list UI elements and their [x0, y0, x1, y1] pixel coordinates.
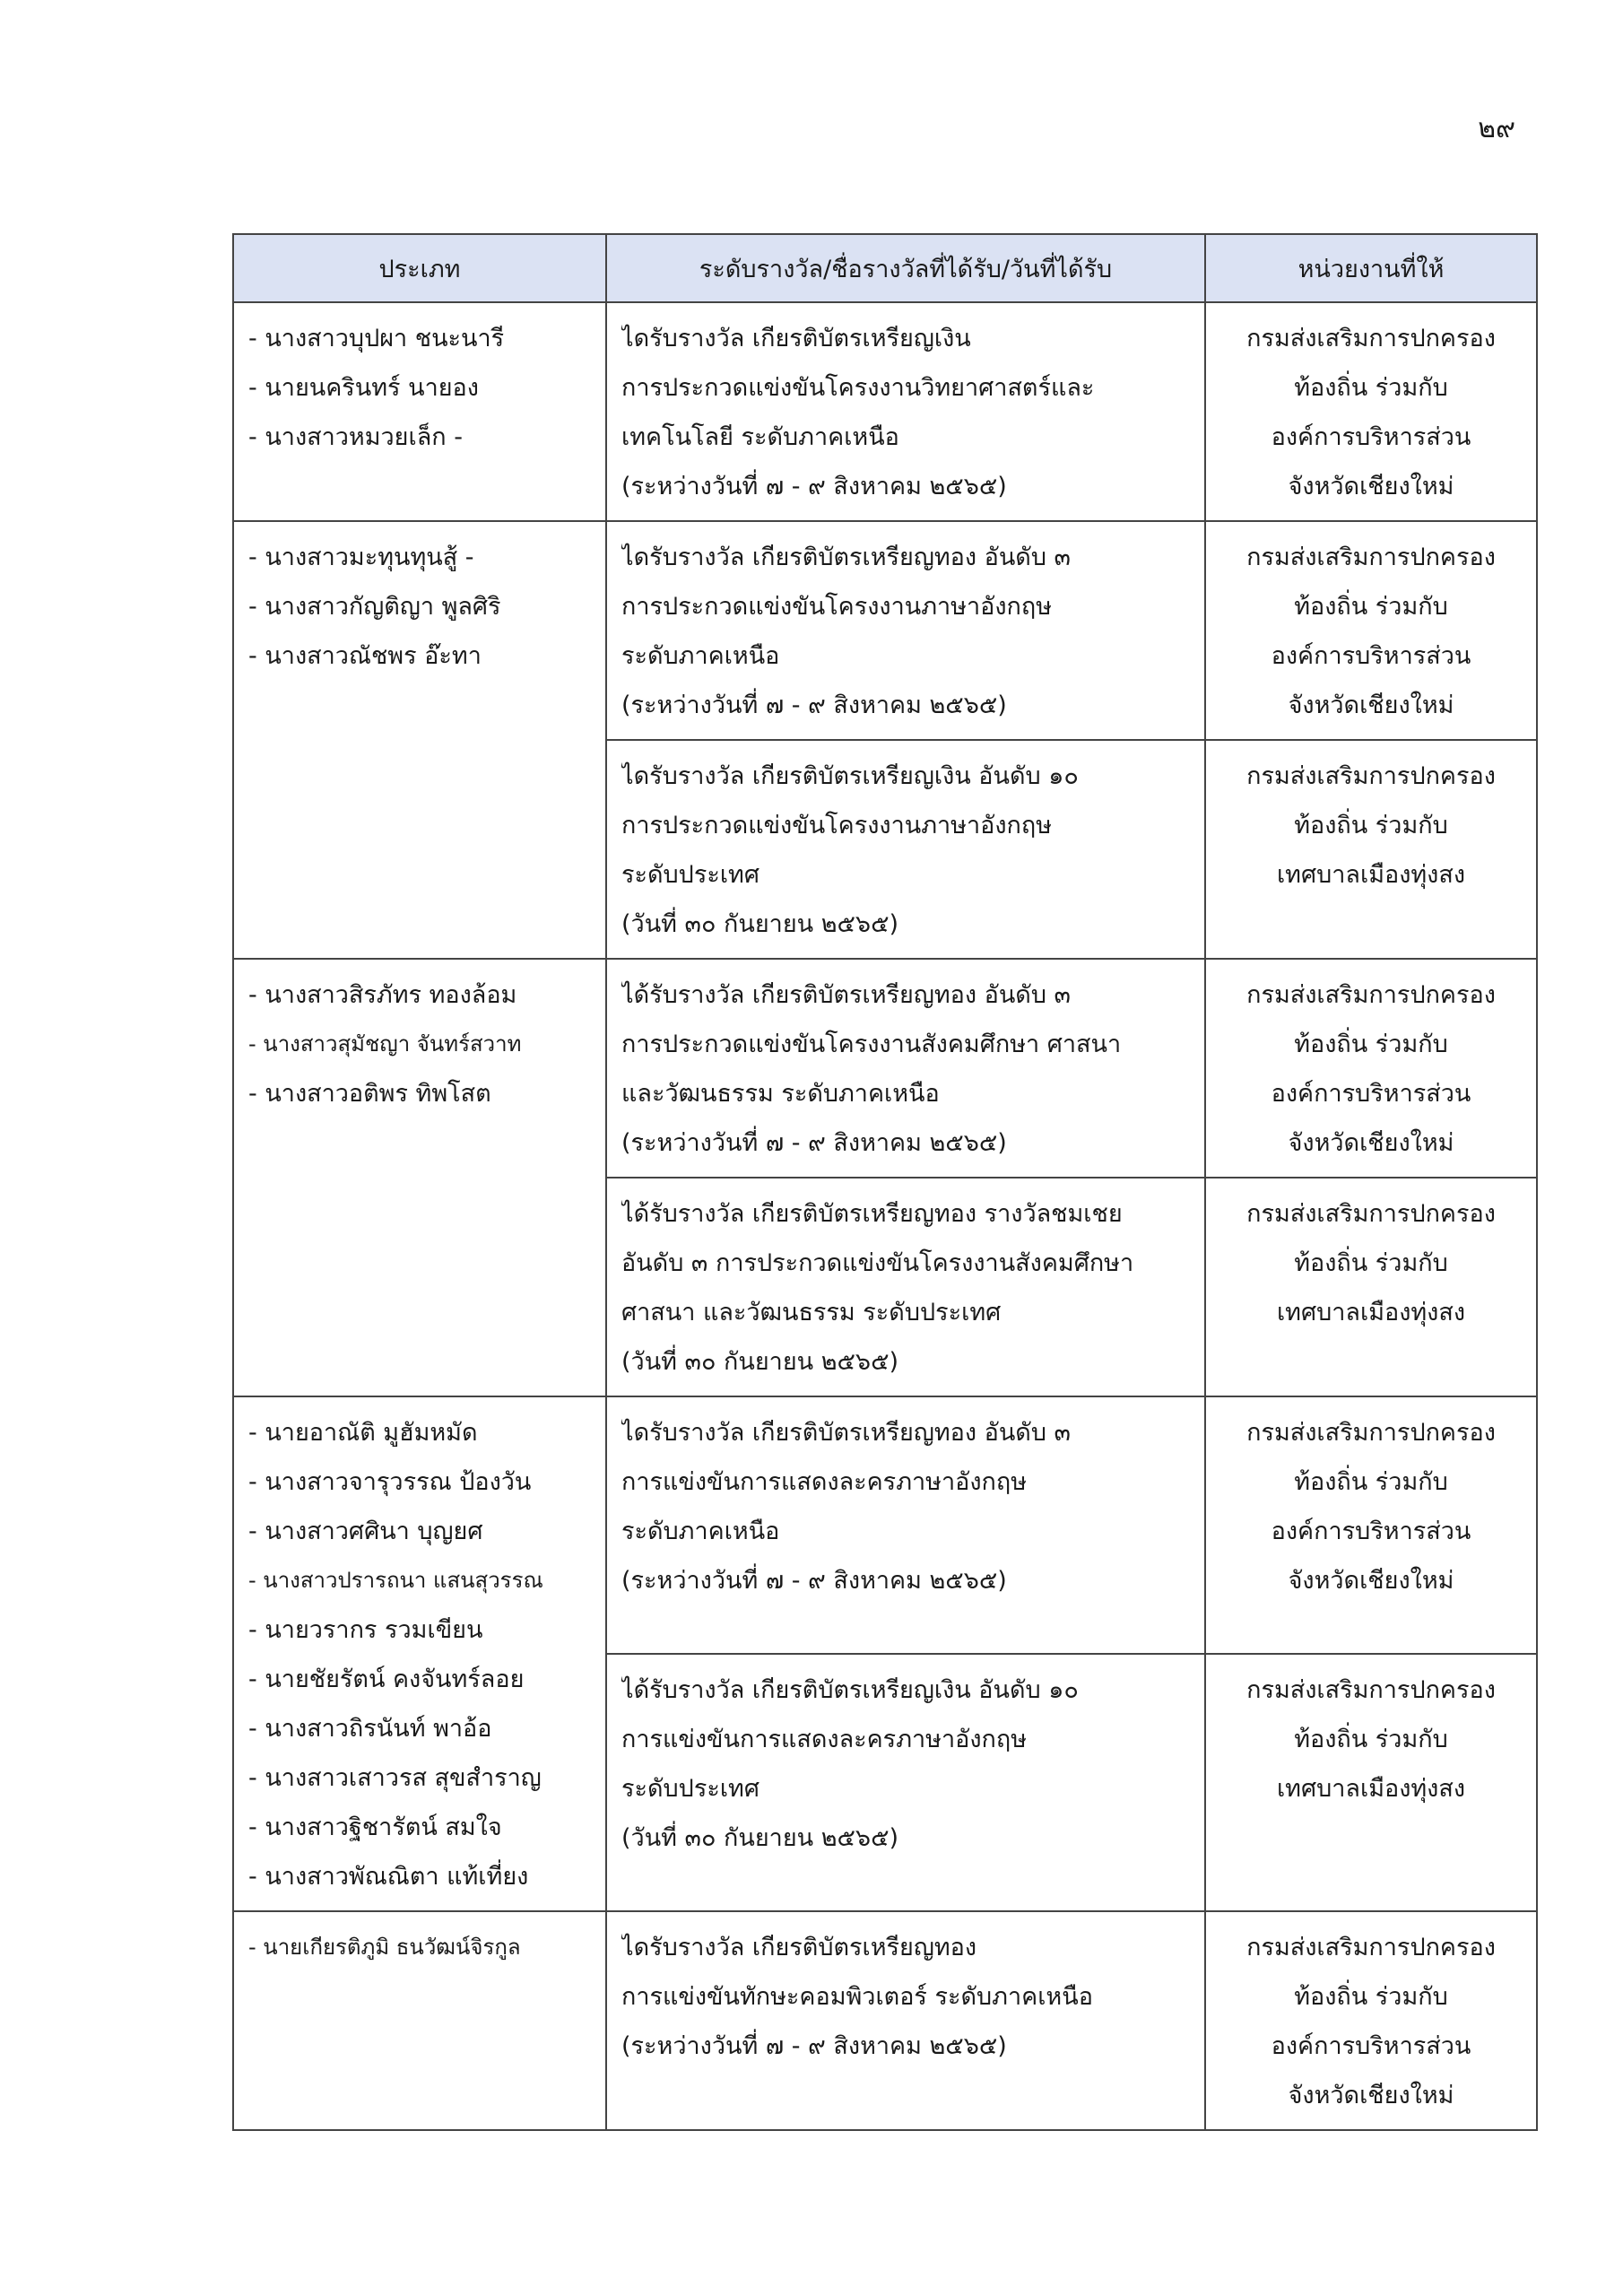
- award-detail-line: ระดับประเทศ: [621, 861, 759, 889]
- award-detail-line: อันดับ ๓ การประกวดแข่งขันโครงงานสังคมศึกษา: [621, 1249, 1134, 1277]
- agency-line: กรมส่งเสริมการปกครอง: [1246, 981, 1496, 1009]
- award-detail-line: ได้รับรางวัล เกียรติบัตรเหรียญเงิน อันดับ ๑๐: [621, 1676, 1079, 1704]
- agency-line: จังหวัดเชียงใหม่: [1288, 1567, 1454, 1595]
- header-award: ระดับรางวัล/ชื่อรางวัลที่ได้รับ/วันที่ได้รับ: [606, 234, 1205, 302]
- agency-cell: [1205, 1178, 1537, 1396]
- award-detail-line: (วันที่ ๓๐ กันยายน ๒๕๖๕): [621, 1348, 899, 1376]
- page-number: ๒๙: [1478, 113, 1515, 144]
- agency-line: กรมส่งเสริมการปกครอง: [1246, 762, 1496, 790]
- recipient-name: - นางสาวศศินา บุญยศ: [248, 1518, 483, 1545]
- agency-line: กรมส่งเสริมการปกครอง: [1246, 1200, 1496, 1228]
- award-detail-line: ไดรับรางวัล เกียรติบัตรเหรียญเงิน: [621, 325, 971, 352]
- agency-line: ท้องถิ่น ร่วมกับ: [1294, 1726, 1448, 1753]
- award-detail-line: (วันที่ ๓๐ กันยายน ๒๕๖๕): [621, 1824, 899, 1852]
- agency-line: จังหวัดเชียงใหม่: [1288, 691, 1454, 719]
- recipient-name: - นายชัยรัตน์ คงจันทร์ลอย: [248, 1665, 525, 1693]
- agency-line: องค์การบริหารส่วน: [1271, 2032, 1471, 2060]
- recipient-name: - นางสาวสิรภัทร ทองล้อม: [248, 981, 517, 1009]
- agency-line: ท้องถิ่น ร่วมกับ: [1294, 374, 1448, 402]
- agency-line: จังหวัดเชียงใหม่: [1288, 2082, 1454, 2109]
- award-detail-line: การแข่งขันการแสดงละครภาษาอังกฤษ: [621, 1726, 1027, 1753]
- award-detail-line: ได้รับรางวัล เกียรติบัตรเหรียญทอง อันดับ ๓: [621, 981, 1072, 1009]
- award-detail-line: ระดับภาคเหนือ: [621, 642, 780, 670]
- table-row: [233, 1911, 1537, 2130]
- recipient-name: - นางสาวกัญติญา พูลศิริ: [248, 593, 501, 621]
- agency-cell: [1205, 1654, 1537, 1911]
- agency-line: เทศบาลเมืองทุ่งสง: [1276, 861, 1466, 889]
- agency-line: จังหวัดเชียงใหม่: [1288, 473, 1454, 500]
- agency-line: กรมส่งเสริมการปกครอง: [1246, 325, 1496, 352]
- recipient-name: - นายอาณัติ มูฮัมหมัด: [248, 1419, 478, 1447]
- award-details-cell: [606, 959, 1205, 1178]
- agency-line: กรมส่งเสริมการปกครอง: [1246, 1676, 1496, 1704]
- agency-cell: [1205, 959, 1537, 1178]
- recipient-names-cell: [233, 521, 606, 959]
- agency-line: ท้องถิ่น ร่วมกับ: [1294, 1249, 1448, 1277]
- award-detail-line: การแข่งขันทักษะคอมพิวเตอร์ ระดับภาคเหนือ: [621, 1983, 1093, 2011]
- agency-cell: [1205, 740, 1537, 959]
- award-detail-line: และวัฒนธรรม ระดับภาคเหนือ: [621, 1080, 940, 1108]
- agency-line: กรมส่งเสริมการปกครอง: [1246, 544, 1496, 571]
- recipient-name: - นางสาวปรารถนา แสนสุวรรณ: [248, 1568, 543, 1593]
- award-detail-line: ไดรับรางวัล เกียรติบัตรเหรียญทอง: [621, 1934, 977, 1961]
- award-detail-line: การประกวดแข่งขันโครงงานภาษาอังกฤษ: [621, 812, 1053, 839]
- agency-line: ท้องถิ่น ร่วมกับ: [1294, 1031, 1448, 1058]
- award-detail-line: ได้รับรางวัล เกียรติบัตรเหรียญทอง รางวัลชมเชย: [621, 1200, 1123, 1228]
- table-row: [233, 1396, 1537, 1654]
- award-detail-line: เทคโนโลยี ระดับภาคเหนือ: [621, 423, 899, 451]
- award-detail-line: (ระหว่างวันที่ ๗ - ๙ สิงหาคม ๒๕๖๕): [621, 691, 1007, 719]
- table-row: [233, 302, 1537, 521]
- award-detail-line: ระดับประเทศ: [621, 1775, 759, 1803]
- agency-cell: [1205, 302, 1537, 521]
- recipient-name: - นายวรากร รวมเขียน: [248, 1616, 483, 1644]
- award-detail-line: การประกวดแข่งขันโครงงานสังคมศึกษา ศาสนา: [621, 1031, 1122, 1058]
- agency-line: เทศบาลเมืองทุ่งสง: [1276, 1775, 1466, 1803]
- agency-line: องค์การบริหารส่วน: [1271, 642, 1471, 670]
- agency-line: ท้องถิ่น ร่วมกับ: [1294, 593, 1448, 621]
- header-type: ประเภท: [233, 234, 606, 302]
- agency-cell: [1205, 521, 1537, 740]
- header-agency: หน่วยงานที่ให้: [1205, 234, 1537, 302]
- award-details-cell: [606, 521, 1205, 740]
- award-details-cell: [606, 740, 1205, 959]
- award-detail-line: ระดับภาคเหนือ: [621, 1518, 780, 1545]
- recipient-name: - นางสาวฐิชารัตน์ สมใจ: [248, 1813, 502, 1841]
- recipient-name: - นายเกียรติภูมิ ธนวัฒน์จิรกูล: [248, 1935, 521, 1960]
- recipient-name: - นางสาวหมวยเล็ก -: [248, 423, 463, 451]
- table-row: [233, 521, 1537, 740]
- award-detail-line: การแข่งขันการแสดงละครภาษาอังกฤษ: [621, 1468, 1027, 1496]
- award-detail-line: ไดรับรางวัล เกียรติบัตรเหรียญทอง อันดับ ๓: [621, 1419, 1072, 1447]
- recipient-name: - นางสาวถิรนันท์ พาอ้อ: [248, 1715, 492, 1743]
- recipient-name: - นายนครินทร์ นายอง: [248, 374, 479, 402]
- recipient-names-cell: [233, 302, 606, 521]
- recipient-name: - นางสาวบุปผา ชนะนารี: [248, 325, 505, 352]
- award-detail-line: การประกวดแข่งขันโครงงานวิทยาศาสตร์และ: [621, 374, 1095, 402]
- recipient-name: - นางสาวพัณณิตา แท้เที่ยง: [248, 1863, 529, 1891]
- award-detail-line: การประกวดแข่งขันโครงงานภาษาอังกฤษ: [621, 593, 1053, 621]
- awards-table: [232, 233, 1538, 2131]
- award-detail-line: ไดรับรางวัล เกียรติบัตรเหรียญเงิน อันดับ ๑๐: [621, 762, 1079, 790]
- table-body: [233, 302, 1537, 2130]
- agency-line: เทศบาลเมืองทุ่งสง: [1276, 1299, 1466, 1326]
- agency-cell: [1205, 1911, 1537, 2130]
- recipient-name: - นางสาวจารุวรรณ ป้องวัน: [248, 1468, 532, 1496]
- award-detail-line: ไดรับรางวัล เกียรติบัตรเหรียญทอง อันดับ ๓: [621, 544, 1072, 571]
- recipient-names-cell: [233, 1911, 606, 2130]
- agency-line: ท้องถิ่น ร่วมกับ: [1294, 812, 1448, 839]
- recipient-name: - นางสาวณัชพร อ๊ะทา: [248, 642, 482, 670]
- award-detail-line: (ระหว่างวันที่ ๗ - ๙ สิงหาคม ๒๕๖๕): [621, 1129, 1007, 1157]
- recipient-name: - นางสาวอติพร ทิพโสต: [248, 1080, 491, 1108]
- table-row: [233, 959, 1537, 1178]
- recipient-names-cell: [233, 959, 606, 1396]
- award-detail-line: (วันที่ ๓๐ กันยายน ๒๕๖๕): [621, 910, 899, 938]
- award-detail-line: (ระหว่างวันที่ ๗ - ๙ สิงหาคม ๒๕๖๕): [621, 473, 1007, 500]
- agency-line: ท้องถิ่น ร่วมกับ: [1294, 1468, 1448, 1496]
- award-details-cell: [606, 1396, 1205, 1654]
- recipient-name: - นางสาวมะทุนทุนสู้ -: [248, 544, 474, 571]
- award-details-cell: [606, 1654, 1205, 1911]
- recipient-name: - นางสาวเสาวรส สุขสำราญ: [248, 1764, 542, 1792]
- award-details-cell: [606, 1911, 1205, 2130]
- recipient-names-cell: [233, 1396, 606, 1911]
- award-detail-line: (ระหว่างวันที่ ๗ - ๙ สิงหาคม ๒๕๖๕): [621, 1567, 1007, 1595]
- award-detail-line: (ระหว่างวันที่ ๗ - ๙ สิงหาคม ๒๕๖๕): [621, 2032, 1007, 2060]
- award-details-cell: [606, 1178, 1205, 1396]
- award-details-cell: [606, 302, 1205, 521]
- award-detail-line: ศาสนา และวัฒนธรรม ระดับประเทศ: [621, 1299, 1002, 1326]
- agency-line: ท้องถิ่น ร่วมกับ: [1294, 1983, 1448, 2011]
- table-header-row: [233, 234, 1537, 302]
- agency-line: กรมส่งเสริมการปกครอง: [1246, 1934, 1496, 1961]
- agency-line: จังหวัดเชียงใหม่: [1288, 1129, 1454, 1157]
- agency-line: องค์การบริหารส่วน: [1271, 1080, 1471, 1108]
- recipient-name: - นางสาวสุมัชญา จันทร์สวาท: [248, 1031, 522, 1057]
- agency-line: องค์การบริหารส่วน: [1271, 1518, 1471, 1545]
- agency-line: องค์การบริหารส่วน: [1271, 423, 1471, 451]
- agency-cell: [1205, 1396, 1537, 1654]
- agency-line: กรมส่งเสริมการปกครอง: [1246, 1419, 1496, 1447]
